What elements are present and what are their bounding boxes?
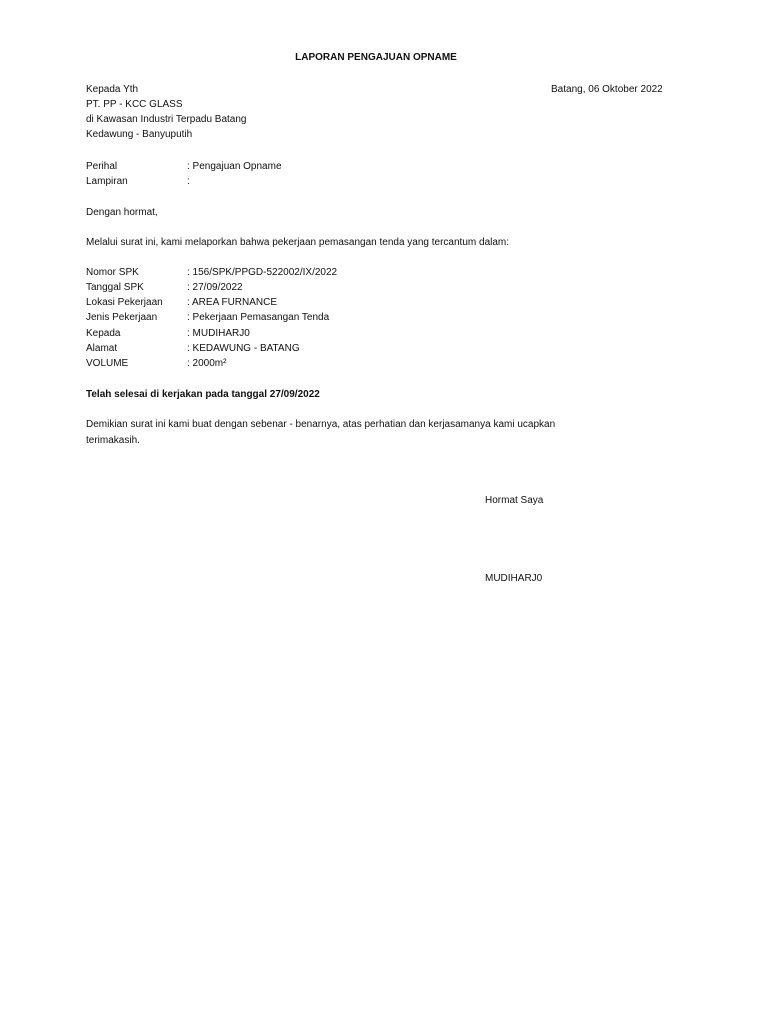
recipient-line-1: Kepada Yth <box>86 84 139 95</box>
greeting: Dengan hormat, <box>86 207 158 218</box>
recipient-line-4: Kedawung - Banyuputih <box>86 129 193 140</box>
intro-paragraph: Melalui surat ini, kami melaporkan bahwa pekerjaan pemasangan tenda yang tercantum dalam: <box>86 237 510 248</box>
detail-value: : 2000m² <box>187 358 227 369</box>
document-title: LAPORAN PENGAJUAN OPNAME <box>295 52 457 63</box>
closing-paragraph: Demikian surat ini kami buat dengan sebenar - benarnya, atas perhatian dan kerjasamanya kami ucapkan terimakasih. <box>86 419 556 446</box>
detail-label: Kepada <box>86 328 121 339</box>
perihal-value: : Pengajuan Opname <box>187 161 282 172</box>
perihal-label: Perihal <box>86 161 118 172</box>
place-date: Batang, 06 Oktober 2022 <box>551 84 663 95</box>
detail-label: Alamat <box>86 343 118 354</box>
detail-label: VOLUME <box>86 358 129 369</box>
lampiran-value: : <box>187 176 190 187</box>
detail-value: : KEDAWUNG - BATANG <box>187 343 300 354</box>
detail-value: : 27/09/2022 <box>187 282 243 293</box>
detail-label: Nomor SPK <box>86 267 139 278</box>
detail-label: Jenis Pekerjaan <box>86 312 158 323</box>
detail-value: : 156/SPK/PPGD-522002/IX/2022 <box>187 267 338 278</box>
completion-statement: Telah selesai di kerjakan pada tanggal 27/09/2022 <box>86 389 320 400</box>
detail-value: : AREA FURNANCE <box>187 297 278 308</box>
signature-name: MUDIHARJ0 <box>485 573 543 584</box>
detail-label: Lokasi Pekerjaan <box>86 297 163 308</box>
detail-value: : MUDIHARJ0 <box>187 328 250 339</box>
detail-label: Tanggal SPK <box>86 282 144 293</box>
recipient-line-2: PT. PP - KCC GLASS <box>86 99 183 110</box>
lampiran-label: Lampiran <box>86 176 128 187</box>
recipient-line-3: di Kawasan Industri Terpadu Batang <box>86 114 247 125</box>
detail-value: : Pekerjaan Pemasangan Tenda <box>187 312 330 323</box>
signature-salutation: Hormat Saya <box>485 495 544 506</box>
